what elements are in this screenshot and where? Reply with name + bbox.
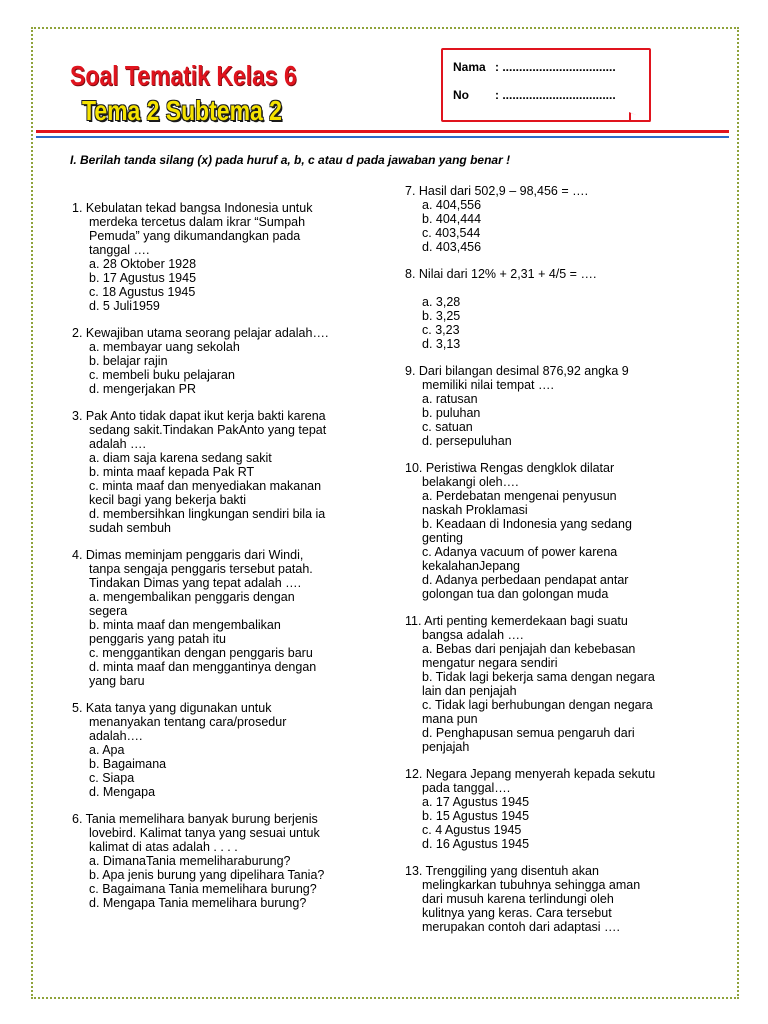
name-row — [453, 60, 616, 74]
question-stem-line: tanggal …. — [89, 243, 150, 257]
question-stem-line: kulitnya yang keras. Cara tersebut — [422, 906, 612, 920]
question-stem-line: 8. Nilai dari 12% + 2,31 + 4/5 = …. — [405, 267, 597, 281]
answer-option: segera — [89, 604, 128, 618]
answer-option: lain dan penjajah — [422, 684, 517, 698]
answer-option: golongan tua dan golongan muda — [422, 587, 609, 601]
answer-option: a. 28 Oktober 1928 — [89, 257, 197, 271]
answer-option: a. 17 Agustus 1945 — [422, 795, 530, 809]
question-stem-line: sedang sakit.Tindakan PakAnto yang tepat — [89, 423, 327, 437]
answer-option: mengatur negara sendiri — [422, 656, 558, 670]
question-stem-line: lovebird. Kalimat tanya yang sesuai untuk — [89, 826, 320, 840]
name-number-box — [441, 48, 651, 122]
answer-option: a. mengembalikan penggaris dengan — [89, 590, 295, 604]
question-stem-line: 2. Kewajiban utama seorang pelajar adalah…. — [72, 326, 329, 340]
number-label: No — [453, 88, 469, 102]
question-stem-line: memiliki nilai tempat …. — [422, 378, 554, 392]
answer-option: b. 17 Agustus 1945 — [89, 271, 197, 285]
question-item — [72, 812, 372, 910]
number-row — [453, 88, 616, 102]
question-stem-line: merdeka tercetus dalam ikrar “Sumpah — [89, 215, 306, 229]
question-item — [72, 701, 372, 799]
answer-option: kecil bagi yang bekerja bakti — [89, 493, 247, 507]
answer-option: b. 404,444 — [422, 212, 482, 226]
box-fold-corner-inner — [631, 113, 649, 120]
question-stem-line: Pemuda” yang dikumandangkan pada — [89, 229, 301, 243]
answer-option: b. 15 Agustus 1945 — [422, 809, 530, 823]
question-item — [405, 461, 725, 601]
question-stem-line: 3. Pak Anto tidak dapat ikut kerja bakti karena — [72, 409, 326, 423]
answer-option: a. Perdebatan mengenai penyusun — [422, 489, 617, 503]
answer-option: a. 404,556 — [422, 198, 482, 212]
questions-right-column — [405, 184, 725, 947]
question-stem-line: 6. Tania memelihara banyak burung berjenis — [72, 812, 318, 826]
answer-option: c. 4 Agustus 1945 — [422, 823, 522, 837]
answer-option: c. Tidak lagi berhubungan dengan negara — [422, 698, 653, 712]
question-stem-line: 10. Peristiwa Rengas dengklok dilatar — [405, 461, 615, 475]
questions-left-column — [72, 201, 372, 923]
answer-option: d. 403,456 — [422, 240, 482, 254]
answer-option: a. Apa — [89, 743, 125, 757]
name-value: : .................................. — [495, 60, 616, 74]
header-rule-blue — [36, 136, 729, 138]
answer-option: d. mengerjakan PR — [89, 382, 197, 396]
question-stem-line: kalimat di atas adalah . . . . — [89, 840, 238, 854]
answer-option: a. diam saja karena sedang sakit — [89, 451, 272, 465]
question-item — [405, 614, 725, 754]
question-stem-line: bangsa adalah …. — [422, 628, 524, 642]
question-stem-line: adalah …. — [89, 437, 146, 451]
question-stem-line: 7. Hasil dari 502,9 – 98,456 = …. — [405, 184, 589, 198]
question-item — [405, 267, 725, 351]
answer-option: d. Mengapa Tania memelihara burung? — [89, 896, 307, 910]
question-item — [72, 326, 372, 396]
answer-option: c. Adanya vacuum of power karena — [422, 545, 618, 559]
answer-option: a. ratusan — [422, 392, 478, 406]
answer-option: d. Penghapusan semua pengaruh dari — [422, 726, 635, 740]
question-stem-line: Tindakan Dimas yang tepat adalah …. — [89, 576, 302, 590]
answer-option: mana pun — [422, 712, 478, 726]
question-stem-line: adalah…. — [89, 729, 143, 743]
question-stem-line: merupakan contoh dari adaptasi …. — [422, 920, 621, 934]
question-item — [72, 201, 372, 313]
answer-option: penggaris yang patah itu — [89, 632, 226, 646]
question-stem-line: 1. Kebulatan tekad bangsa Indonesia untuk — [72, 201, 313, 215]
answer-option: c. 403,544 — [422, 226, 481, 240]
question-stem-line: 11. Arti penting kemerdekaan bagi suatu — [405, 614, 628, 628]
number-value: : .................................. — [495, 88, 616, 102]
answer-option: c. minta maaf dan menyediakan makanan — [89, 479, 322, 493]
answer-option: b. Tidak lagi bekerja sama dengan negara — [422, 670, 655, 684]
header-rule-red — [36, 130, 729, 133]
answer-option: c. Siapa — [89, 771, 135, 785]
answer-option: b. minta maaf kepada Pak RT — [89, 465, 255, 479]
question-stem-line: dari musuh karena terlindungi oleh — [422, 892, 614, 906]
question-item — [72, 409, 372, 535]
answer-option: c. membeli buku pelajaran — [89, 368, 235, 382]
answer-option: d. Adanya perbedaan pendapat antar — [422, 573, 629, 587]
answer-option: penjajah — [422, 740, 470, 754]
answer-option: d. 5 Juli1959 — [89, 299, 160, 313]
question-stem-line: 9. Dari bilangan desimal 876,92 angka 9 — [405, 364, 629, 378]
answer-option: b. Bagaimana — [89, 757, 167, 771]
answer-option: b. Apa jenis burung yang dipelihara Tania? — [89, 868, 325, 882]
answer-option: c. menggantikan dengan penggaris baru — [89, 646, 313, 660]
question-item — [405, 184, 725, 254]
answer-option: a. 3,28 — [422, 295, 461, 309]
answer-option: sudah sembuh — [89, 521, 172, 535]
answer-option: b. 3,25 — [422, 309, 461, 323]
answer-option: b. puluhan — [422, 406, 481, 420]
name-label: Nama — [453, 60, 486, 74]
question-item — [405, 767, 725, 851]
answer-option: yang baru — [89, 674, 145, 688]
answer-option: d. membersihkan lingkungan sendiri bila ia — [89, 507, 326, 521]
answer-option: d. minta maaf dan menggantinya dengan — [89, 660, 317, 674]
answer-option: d. persepuluhan — [422, 434, 512, 448]
title-line-1: Soal Tematik Kelas 6 — [70, 60, 297, 91]
answer-option: d. Mengapa — [89, 785, 156, 799]
question-stem-line: 13. Trenggiling yang disentuh akan — [405, 864, 599, 878]
answer-option: b. belajar rajin — [89, 354, 168, 368]
question-gap — [405, 281, 725, 295]
question-stem-line: belakangi oleh…. — [422, 475, 519, 489]
question-stem-line: menanyakan tentang cara/prosedur — [89, 715, 287, 729]
answer-option: a. Bebas dari penjajah dan kebebasan — [422, 642, 636, 656]
answer-option: c. 18 Agustus 1945 — [89, 285, 196, 299]
answer-option: kekalahanJepang — [422, 559, 520, 573]
title-line-2: Tema 2 Subtema 2 — [82, 95, 282, 126]
answer-option: a. membayar uang sekolah — [89, 340, 240, 354]
question-stem-line: 5. Kata tanya yang digunakan untuk — [72, 701, 272, 715]
question-stem-line: 4. Dimas meminjam penggaris dari Windi, — [72, 548, 304, 562]
question-item — [405, 364, 725, 448]
answer-option: a. DimanaTania memeliharaburung? — [89, 854, 291, 868]
answer-option: d. 3,13 — [422, 337, 461, 351]
answer-option: d. 16 Agustus 1945 — [422, 837, 530, 851]
question-stem-line: melingkarkan tubuhnya sehingga aman — [422, 878, 641, 892]
question-stem-line: pada tanggal…. — [422, 781, 511, 795]
answer-option: c. satuan — [422, 420, 473, 434]
answer-option: b. minta maaf dan mengembalikan — [89, 618, 281, 632]
answer-option: b. Keadaan di Indonesia yang sedang — [422, 517, 632, 531]
question-item — [72, 548, 372, 688]
answer-option: c. 3,23 — [422, 323, 460, 337]
answer-option: genting — [422, 531, 464, 545]
instruction-text: I. Berilah tanda silang (x) pada huruf a, b, c atau d pada jawaban yang benar ! — [70, 153, 511, 167]
question-stem-line: 12. Negara Jepang menyerah kepada sekutu — [405, 767, 656, 781]
answer-option: c. Bagaimana Tania memelihara burung? — [89, 882, 317, 896]
question-stem-line: tanpa sengaja penggaris tersebut patah. — [89, 562, 313, 576]
question-item — [405, 864, 725, 934]
answer-option: naskah Proklamasi — [422, 503, 528, 517]
